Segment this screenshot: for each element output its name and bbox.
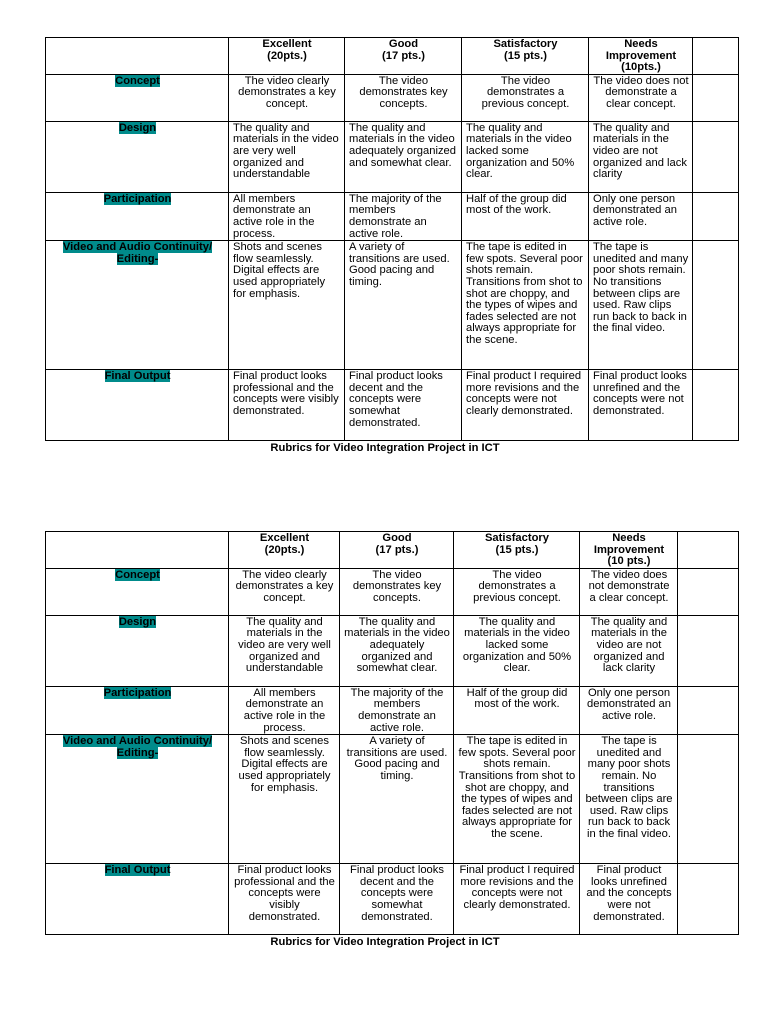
cell-good: The majority of the members demonstrate an active role.: [345, 192, 462, 240]
criterion-label: Participation: [103, 192, 172, 205]
criterion-cell: [46, 735, 229, 864]
cell-extra: [678, 568, 739, 615]
criterion-label: Video and Audio Continuity/ Editing-: [62, 735, 213, 759]
cell-needs-improvement: Final product looks unrefined and the concepts were not demonstrated.: [589, 370, 693, 441]
cell-satisfactory: The video demonstrates a previous concept.: [462, 74, 589, 121]
cell-excellent: The quality and materials in the video are very well organized and understandable: [229, 615, 340, 686]
cell-needs-improvement: The quality and materials in the video are not organized and lack clarity: [589, 121, 693, 192]
criterion-label: Concept: [115, 74, 160, 87]
cell-satisfactory: The tape is edited in few spots. Several poor shots remain. Transitions from shot to shot are choppy, and the types of wipes and fades selected are not always appropriate for the scene.: [454, 735, 580, 864]
table-row: [46, 241, 739, 370]
cell-good: A variety of transitions are used. Good pacing and timing.: [340, 735, 454, 864]
cell-extra: [693, 74, 739, 121]
cell-needs-improvement: Only one person demonstrated an active role.: [580, 686, 678, 734]
cell-needs-improvement: The tape is unedited and many poor shots remain. No transitions between clips are used. Raw clips run back to back in the final video.: [589, 241, 693, 370]
criterion-cell: [46, 192, 229, 240]
cell-satisfactory: Half of the group did most of the work.: [462, 192, 589, 240]
rubric-table-1: [45, 37, 739, 441]
header-satisfactory: Satisfactory (15 pts.): [454, 532, 580, 569]
cell-extra: [693, 121, 739, 192]
header-good: Good (17 pts.): [345, 38, 462, 75]
cell-excellent: All members demonstrate an active role in the process.: [229, 686, 340, 734]
criterion-cell: [46, 370, 229, 441]
table-row: [46, 735, 739, 864]
criterion-label: Design: [118, 121, 157, 134]
header-satisfactory: Satisfactory (15 pts.): [462, 38, 589, 75]
header-extra-cell: [678, 532, 739, 569]
header-blank-cell: [46, 38, 229, 75]
cell-excellent: The video clearly demonstrates a key concept.: [229, 74, 345, 121]
criterion-cell: [46, 568, 229, 615]
table-row: [46, 121, 739, 192]
cell-satisfactory: The video demonstrates a previous concept.: [454, 568, 580, 615]
criterion-cell: [46, 615, 229, 686]
cell-good: The quality and materials in the video adequately organized and somewhat clear.: [345, 121, 462, 192]
rubric-table-2: [45, 531, 739, 935]
cell-satisfactory: The quality and materials in the video lacked some organization and 50% clear.: [454, 615, 580, 686]
cell-needs-improvement: Final product looks unrefined and the concepts were not demonstrated.: [580, 864, 678, 935]
rubric-caption-2: Rubrics for Video Integration Project in ICT: [270, 936, 500, 949]
cell-good: The majority of the members demonstrate an active role.: [340, 686, 454, 734]
criterion-cell: [46, 241, 229, 370]
cell-needs-improvement: Only one person demonstrated an active role.: [589, 192, 693, 240]
criterion-label: Final Output: [104, 864, 171, 877]
cell-needs-improvement: The tape is unedited and many poor shots remain. No transitions between clips are used. Raw clips run back to back in the final video.: [580, 735, 678, 864]
rubric-table-2-container: [45, 531, 738, 948]
cell-excellent: All members demonstrate an active role in the process.: [229, 192, 345, 240]
cell-satisfactory: Final product I required more revisions and the concepts were not clearly demonstrated.: [462, 370, 589, 441]
header-extra-cell: [693, 38, 739, 75]
rubric-table-1-container: [45, 37, 738, 454]
criterion-label: Concept: [115, 568, 160, 581]
header-needs-improvement: Needs Improvement (10pts.): [589, 38, 693, 75]
cell-needs-improvement: The video does not demonstrate a clear concept.: [580, 568, 678, 615]
cell-good: The video demonstrates key concepts.: [345, 74, 462, 121]
header-excellent: Excellent (20pts.): [229, 532, 340, 569]
header-blank-cell: [46, 532, 229, 569]
table-row: [46, 74, 739, 121]
cell-extra: [678, 686, 739, 734]
cell-good: Final product looks decent and the concepts were somewhat demonstrated.: [345, 370, 462, 441]
criterion-cell: [46, 686, 229, 734]
header-needs-improvement: Needs Improvement (10 pts.): [580, 532, 678, 569]
criterion-label: Design: [118, 615, 157, 628]
criterion-cell: [46, 864, 229, 935]
cell-extra: [693, 192, 739, 240]
header-excellent: Excellent (20pts.): [229, 38, 345, 75]
cell-excellent: Final product looks professional and the concepts were visibly demonstrated.: [229, 864, 340, 935]
table-row: [46, 370, 739, 441]
criterion-label: Participation: [103, 686, 172, 699]
header-good: Good (17 pts.): [340, 532, 454, 569]
cell-needs-improvement: The quality and materials in the video are not organized and lack clarity: [580, 615, 678, 686]
table-row: [46, 615, 739, 686]
cell-good: The quality and materials in the video adequately organized and somewhat clear.: [340, 615, 454, 686]
criterion-cell: [46, 74, 229, 121]
table-row: [46, 192, 739, 240]
cell-extra: [678, 615, 739, 686]
cell-needs-improvement: The video does not demonstrate a clear concept.: [589, 74, 693, 121]
cell-excellent: Shots and scenes flow seamlessly. Digital effects are used appropriately for emphasis.: [229, 735, 340, 864]
table-row: [46, 686, 739, 734]
cell-excellent: Final product looks professional and the concepts were visibly demonstrated.: [229, 370, 345, 441]
cell-extra: [693, 241, 739, 370]
cell-satisfactory: The quality and materials in the video lacked some organization and 50% clear.: [462, 121, 589, 192]
rubric-caption-1: Rubrics for Video Integration Project in ICT: [270, 442, 500, 455]
cell-excellent: The quality and materials in the video are very well organized and understandable: [229, 121, 345, 192]
criterion-label: Video and Audio Continuity/ Editing-: [62, 241, 213, 265]
header-row: [46, 532, 739, 569]
cell-good: A variety of transitions are used. Good pacing and timing.: [345, 241, 462, 370]
table-row: [46, 864, 739, 935]
cell-good: The video demonstrates key concepts.: [340, 568, 454, 615]
cell-satisfactory: Half of the group did most of the work.: [454, 686, 580, 734]
table-row: [46, 568, 739, 615]
criterion-cell: [46, 121, 229, 192]
cell-excellent: The video clearly demonstrates a key concept.: [229, 568, 340, 615]
cell-good: Final product looks decent and the concepts were somewhat demonstrated.: [340, 864, 454, 935]
header-row: [46, 38, 739, 75]
cell-satisfactory: The tape is edited in few spots. Several poor shots remain. Transitions from shot to shot are choppy, and the types of wipes and fades selected are not always appropriate for the scene.: [462, 241, 589, 370]
cell-extra: [678, 864, 739, 935]
cell-satisfactory: Final product I required more revisions and the concepts were not clearly demonstrated.: [454, 864, 580, 935]
cell-extra: [678, 735, 739, 864]
criterion-label: Final Output: [104, 370, 171, 383]
cell-extra: [693, 370, 739, 441]
cell-excellent: Shots and scenes flow seamlessly. Digital effects are used appropriately for emphasis.: [229, 241, 345, 370]
